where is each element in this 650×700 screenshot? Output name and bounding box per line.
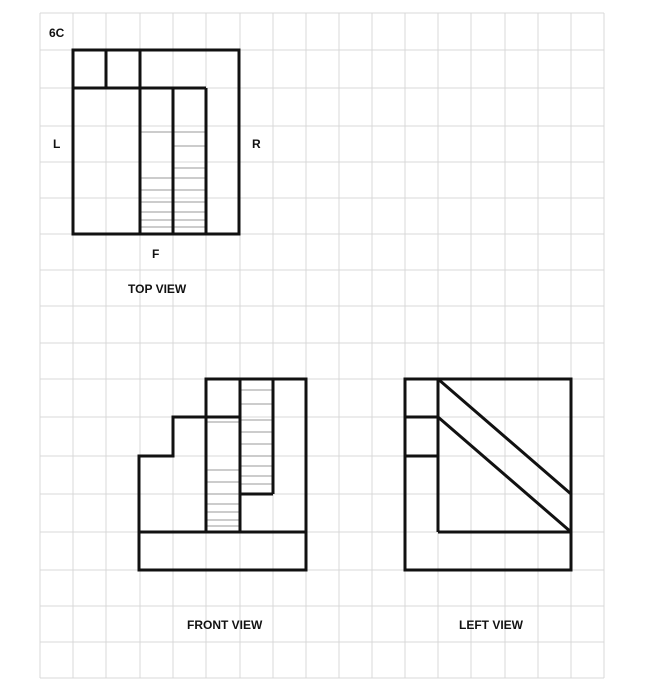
top-view-outline — [73, 50, 239, 234]
front-view — [139, 379, 306, 570]
sheet-label: 6C — [49, 26, 65, 40]
graph-paper-grid — [40, 13, 604, 678]
top-view — [73, 50, 239, 234]
top-view-left-marker: L — [53, 137, 61, 151]
left-view-outline — [405, 379, 571, 570]
top-view-front-marker: F — [152, 247, 160, 261]
top-view-right-marker: R — [252, 137, 261, 151]
left-view-caption: LEFT VIEW — [459, 618, 523, 632]
top-view-caption: TOP VIEW — [128, 282, 187, 296]
front-view-outline — [139, 379, 306, 570]
front-view-caption: FRONT VIEW — [187, 618, 263, 632]
left-view — [405, 379, 571, 570]
